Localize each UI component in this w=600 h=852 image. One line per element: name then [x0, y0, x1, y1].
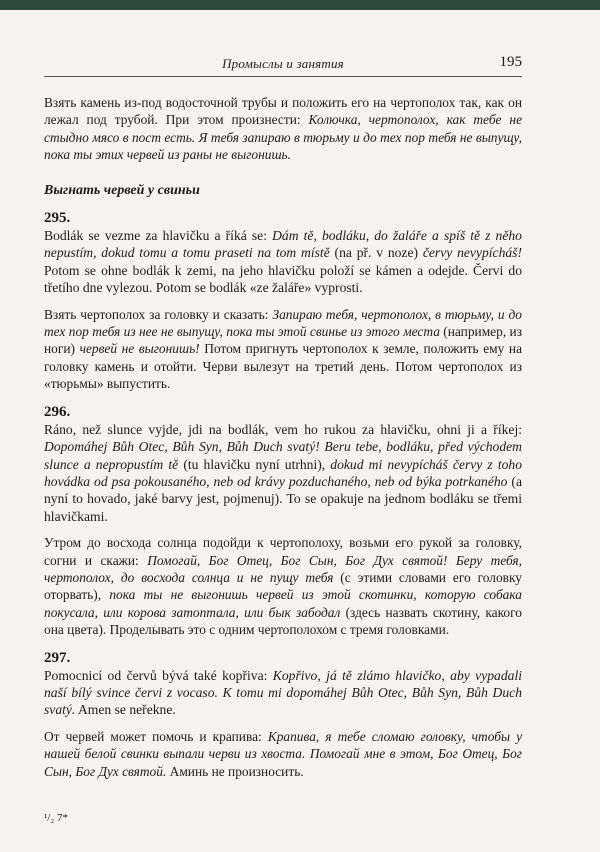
text-span: (здесь назвать скотину, какого она цвета). Проделывать это с одним чертополохом с тремя головками. — [44, 604, 522, 638]
book-page — [0, 10, 600, 852]
text-span: Amen se neřekne. — [75, 702, 176, 718]
section-heading: Выгнать червей у свиньи — [44, 182, 200, 198]
page-content — [44, 94, 522, 780]
text-span: (с этими словами его головку оторвать), — [44, 569, 522, 603]
charm-text: Dopomáhej Bůh Otec, Bůh Syn, Bůh Duch svatý! Beru tebe, bodláku, před východem slunce a nepropustím tě — [44, 439, 522, 472]
entry-number-295: 295. — [44, 210, 71, 227]
entry-297-russian — [44, 728, 522, 780]
running-title: Промыслы и занятия — [222, 56, 344, 71]
charm-text: Крапива, я тебе сломаю головку, чтобы у нашей белой свинки выпали черви из хвоста. Помогай мне в этом, Бог Отец, Бог Сын, Бог Дух святой. — [44, 728, 523, 779]
text-span: От червей может помочь и крапива: — [44, 728, 268, 744]
scan-top-band — [0, 0, 600, 10]
entry-295-russian — [44, 306, 522, 393]
charm-text: пока ты не выгонишь червей из этой скотинки, которую собака покусала, или корова затоптала, или бык забодал — [44, 587, 522, 620]
text-span: (tu hlavičku nyní utrhni), — [178, 456, 331, 472]
charm-text: Dám tě, bodláku, do žaláře a spíš tě z něho nepustím, dokud tomu a tomu praseti na tom místě — [44, 228, 522, 261]
entry-297-czech — [44, 667, 522, 719]
entry-296-czech — [44, 421, 522, 525]
charm-text: Запираю тебя, чертополох, в тюрьму, и до тех пор тебя из нее не выпущу, пока ты этой свинье из этого места — [44, 306, 522, 340]
intro-text: Взять камень из-под водосточной трубы и положить его на чертополох так, как он лежал под трубой. При этом произнести: — [44, 95, 522, 128]
page-number: 195 — [499, 54, 522, 70]
text-span: Аминь не произносить. — [166, 763, 304, 779]
entry-number-296: 296. — [44, 403, 71, 420]
signature-mark: ¹/₂ 7* — [44, 812, 68, 824]
intro-charm: Колючка, чертополох, как тебе не стыдно мясо в пост есть. Я тебя запираю в тюрьму и до тех пор тебя не выпущу, пока ты этих червей из раны не выгонишь. — [44, 112, 523, 163]
text-span: Potom se ohne bodlák k zemi, na jeho hlavičku položí se kámen a odejde. Červi do třetího dne vylezou. Potom se bodlák «ze žaláře» vyprosti. — [44, 262, 522, 296]
text-span: Ráno, než slunce vyjde, jdi na bodlák, vem ho rukou za hlavičku, ohni ji a říkej: — [44, 421, 522, 437]
intro-paragraph — [44, 94, 522, 164]
page-header — [44, 52, 522, 77]
text-span: Взять чертополох за головку и сказать: — [44, 306, 273, 322]
charm-text: Kopřivo, já tě zlámo hlavičko, aby vypadali naší bílý svince červi z vocaso. K tomu mi dopomáhej Bůh Otec, Bůh Syn, Bůh Duch svatý. — [44, 667, 522, 718]
text-span: Потом пригнуть чертополох к земле, положить ему на головку камень и отойти. Черви вылезут на третий день. Потом чертополох из «тюрьмы» выпустить. — [44, 341, 523, 392]
text-span: (na př. v noze) — [329, 245, 423, 261]
text-span: (например, из ноги) — [44, 324, 522, 357]
charm-text: Помогай, Бог Отец, Бог Сын, Бог Дух святой! Беру тебя, чертополох, до восхода солнца и не пущу тебя — [44, 552, 522, 585]
entry-number-297: 297. — [44, 649, 71, 666]
text-span: Утром до восхода солнца подойди к чертополоху, возьми его рукой за головку, согни и скажи: — [44, 535, 522, 568]
text-span: Bodlák se vezme za hlavičku a říká se: — [44, 228, 273, 244]
text-span: (a nyní to hovado, jaké barvy jest, pojmenuj). To se opakuje na jednom bodláku se třemi hlavičkami. — [44, 473, 522, 524]
entry-296-russian — [44, 534, 522, 638]
charm-text: červy nevypícháš! — [422, 245, 522, 261]
charm-text: dokud mi nevypícháš červy z toho hovádka od psa pokousaného, neb od krávy pozduchaného, neb od býka potrkaného — [44, 456, 523, 489]
text-span: Pomocnicí od červů bývá také kopřiva: — [44, 667, 273, 683]
entry-295-czech — [44, 227, 522, 297]
charm-text: червей не выгонишь! — [79, 341, 200, 357]
